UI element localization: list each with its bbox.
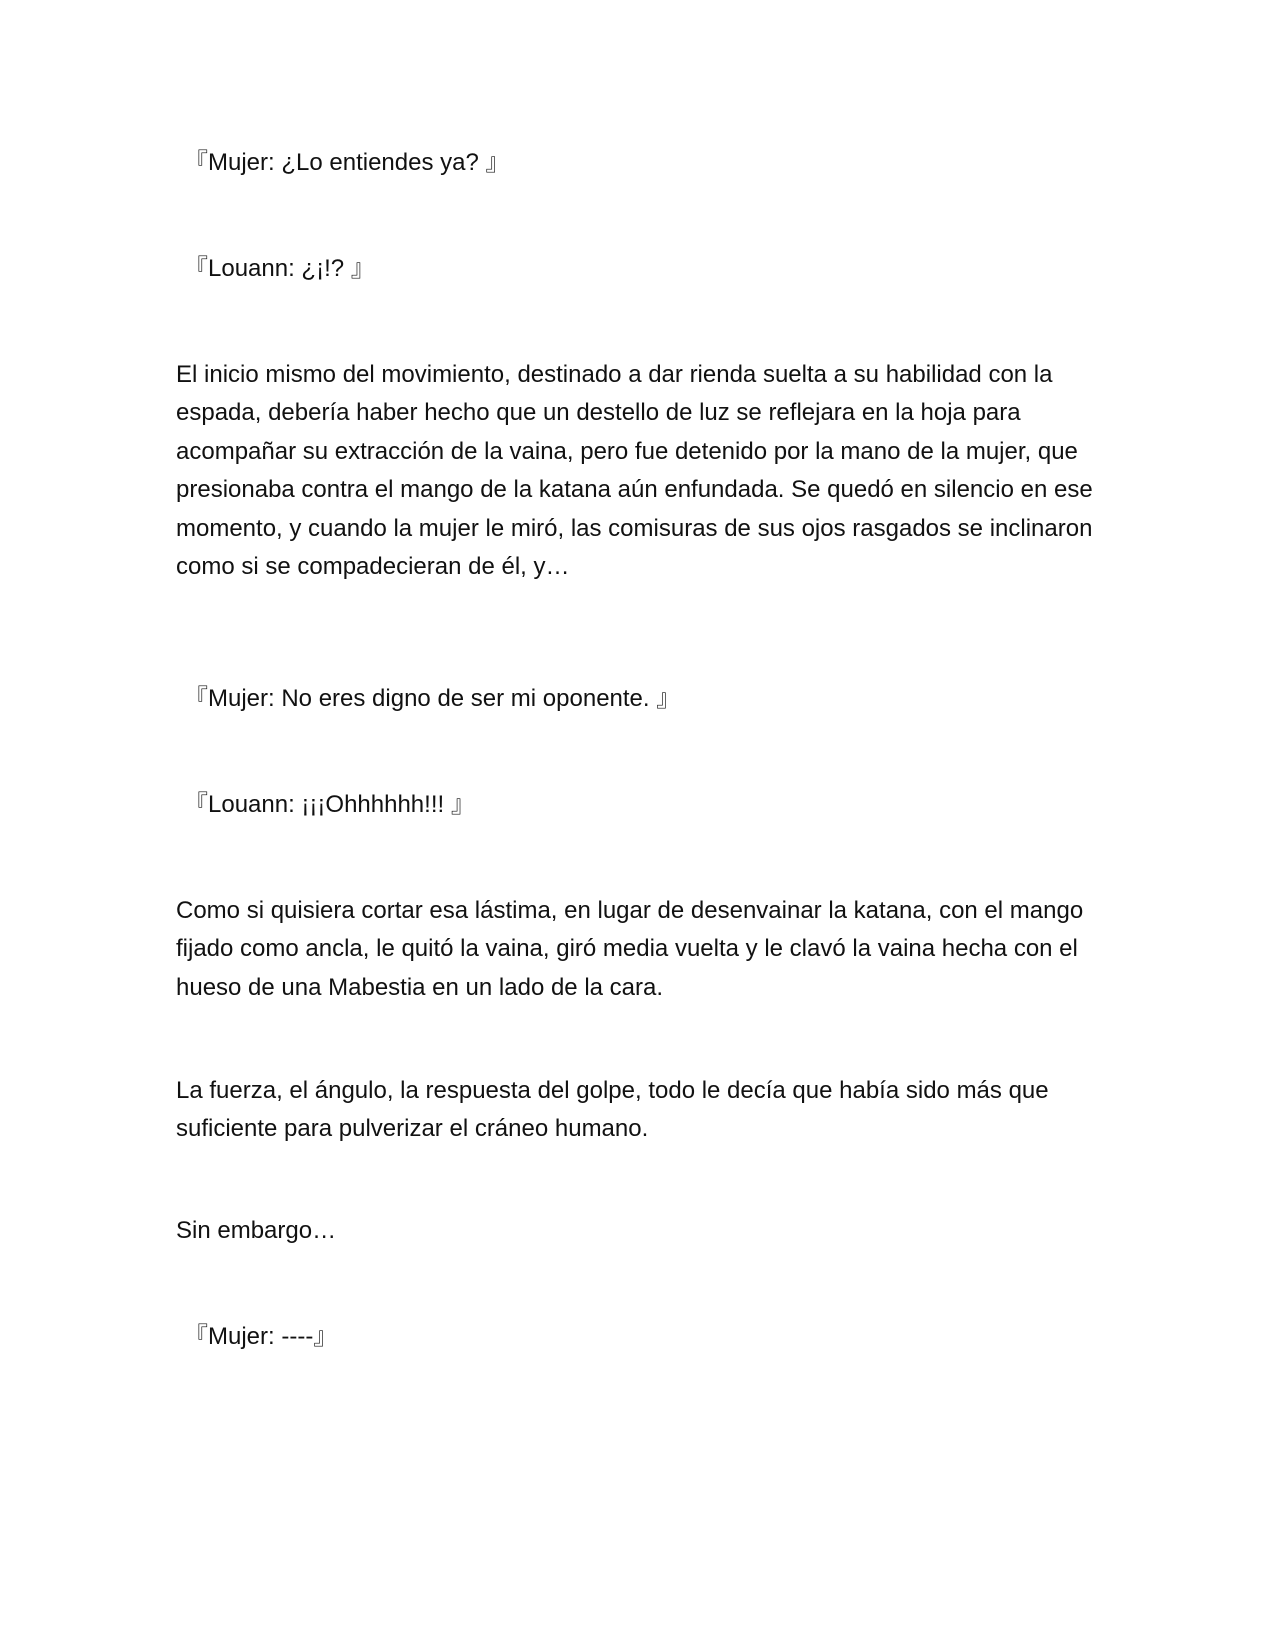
dialogue-line-mujer-2: 『Mujer: No eres digno de ser mi oponente. 』 (184, 685, 681, 712)
dialogue-line-louann-1: 『Louann: ¿¡!? 』 (184, 255, 375, 282)
narration-paragraph-4: Sin embargo… (176, 1217, 337, 1244)
dialogue-line-louann-2: 『Louann: ¡¡¡Ohhhhhh!!! 』 (184, 791, 475, 818)
dialogue-line-mujer-1: 『Mujer: ¿Lo entiendes ya? 』 (184, 149, 510, 176)
narration-paragraph-3: La fuerza, el ángulo, la respuesta del golpe, todo le decía que había sido más que suficiente para pulverizar el cráneo humano. (176, 1077, 1049, 1143)
dialogue-line-mujer-3: 『Mujer: ----』 (184, 1323, 338, 1350)
narration-paragraph-2: Como si quisiera cortar esa lástima, en lugar de desenvainar la katana, con el mango fijado como ancla, le quitó la vaina, giró media vuelta y le clavó la vaina hecha con el hueso de una Mabestia en un lado de la cara. (176, 897, 1084, 1001)
narration-paragraph-1: El inicio mismo del movimiento, destinado a dar rienda suelta a su habilidad con la espada, debería haber hecho que un destello de luz se reflejara en la hoja para acompañar su extracción de la vaina, pero fue detenido por la mano de la mujer, que presionaba contra el mango de la katana aún enfundada. Se quedó en silencio en ese momento, y cuando la mujer le miró, las comisuras de sus ojos rasgados se inclinaron como si se compadecieran de él, y… (176, 361, 1093, 581)
